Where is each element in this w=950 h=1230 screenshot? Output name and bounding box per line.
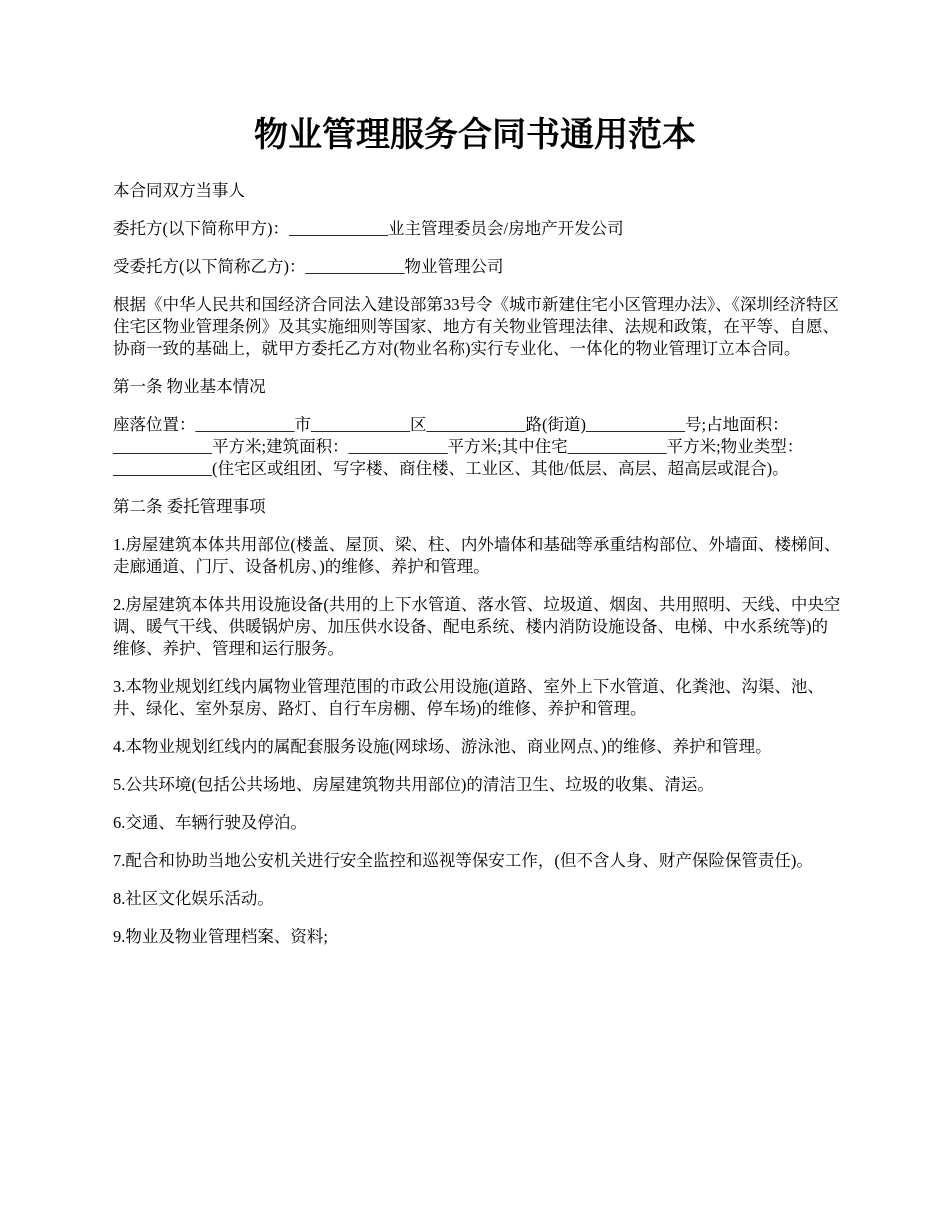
paragraph-party-b: 受委托方(以下简称乙方)：____________物业管理公司 xyxy=(113,257,504,276)
paragraph-party-a: 委托方(以下简称甲方)：____________业主管理委员会/房地产开发公司 xyxy=(113,219,624,238)
list-item: 3.本物业规划红线内属物业管理范围的市政公用设施(道路、室外上下水管道、化粪池、沟渠、池、井、绿化、室外泵房、路灯、自行车房棚、停车场)的维修、养护和管理。 xyxy=(113,677,824,718)
paragraph-property-info: 座落位置：____________市____________区____________路(街道)____________号;占地面积：____________平方米;建筑面积：____________平方米;其中住宅____________平方米;物业类型：____________(住宅区或组团、写字楼、商住楼、工业区、其他/低层、高层、超高层或混合)。 xyxy=(113,415,804,478)
list-item: 8.社区文化娱乐活动。 xyxy=(113,889,274,908)
list-item: 5.公共环境(包括公共场地、房屋建筑物共用部位)的清洁卫生、垃圾的收集、清运。 xyxy=(113,775,714,794)
section-heading-article-2: 第二条 委托管理事项 xyxy=(113,497,266,516)
list-item: 2.房屋建筑本体共用设施设备(共用的上下水管道、落水管、垃圾道、烟囱、共用照明、天线、中央空调、暖气干线、供暖锅炉房、加压供水设备、配电系统、楼内消防设施设备、电梯、中水系统等)的维修、养护、管理和运行服务。 xyxy=(113,595,841,658)
document-body xyxy=(113,180,841,964)
list-item: 1.房屋建筑本体共用部位(楼盖、屋顶、梁、柱、内外墙体和基础等承重结构部位、外墙面、楼梯间、走廊通道、门厅、设备机房、)的维修、养护和管理。 xyxy=(113,535,841,576)
paragraph-preamble: 根据《中华人民共和国经济合同法入建设部第33号令《城市新建住宅小区管理办法》、《深圳经济特区住宅区物业管理条例》及其实施细则等国家、地方有关物业管理法律、法规和政策，在平等、自愿、协商一致的基础上，就甲方委托乙方对(物业名称)实行专业化、一体化的物业管理订立本合同。 xyxy=(113,295,839,358)
section-heading-article-1: 第一条 物业基本情况 xyxy=(113,377,266,396)
list-item: 4.本物业规划红线内的属配套服务设施(网球场、游泳池、商业网点、)的维修、养护和管理。 xyxy=(113,737,772,756)
paragraph-parties-intro: 本合同双方当事人 xyxy=(113,181,245,200)
document-title: 物业管理服务合同书通用范本 xyxy=(254,117,696,154)
list-item: 6.交通、车辆行驶及停泊。 xyxy=(113,813,307,832)
list-item: 7.配合和协助当地公安机关进行安全监控和巡视等保安工作，(但不含人身、财产保险保管责任)。 xyxy=(113,851,813,870)
list-item: 9.物业及物业管理档案、资料; xyxy=(113,927,328,946)
